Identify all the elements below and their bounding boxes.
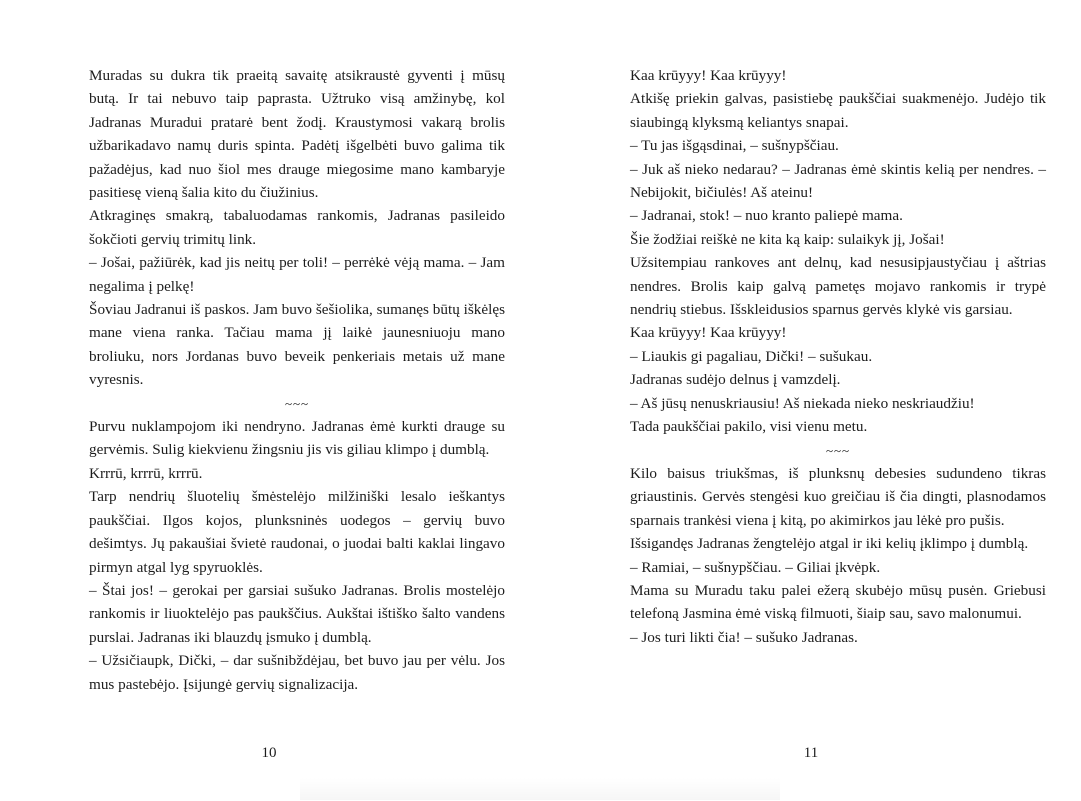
page-number: 11 bbox=[803, 745, 819, 761]
paragraph: Purvu nuklampojom iki nendryno. Jadranas ėmė kurkti drauge su gervėmis. Sulig kiekvienu žingsniu jis vis giliau klimpo į dumblą. bbox=[89, 418, 505, 459]
paragraph: – Jošai, pažiūrėk, kad jis neitų per toli! – perrėkė vėją mama. – Jam negalima į pelkę! bbox=[89, 254, 505, 295]
paragraph: Kaa krūyyy! Kaa krūyyy! bbox=[630, 67, 787, 84]
paragraph: – Aš jūsų nenuskriausiu! Aš niekada nieko neskriaudžiu! bbox=[630, 394, 975, 412]
paragraph: Atkraginęs smakrą, tabaluodamas rankomis, Jadranas pasileido šokčioti gervių trimitų link. bbox=[89, 207, 505, 248]
section-separator: ~~~ bbox=[284, 395, 310, 411]
paragraph: Atkišę priekin galvas, pasistiebę paukščiai suakmenėjo. Judėjo tik siaubingą klyksmą keliantys snapai. bbox=[630, 90, 1046, 131]
paragraph: – Liaukis gi pagaliau, Dički! – sušukau. bbox=[630, 347, 873, 365]
paragraph: – Jadranai, stok! – nuo kranto paliepė mama. bbox=[630, 207, 903, 225]
right-page bbox=[630, 64, 1046, 649]
left-page bbox=[89, 64, 505, 696]
paragraph: Išsigandęs Jadranas žengtelėjo atgal ir iki kelių įklimpo į dumblą. bbox=[630, 535, 1029, 553]
paragraph: Užsitempiau rankoves ant delnų, kad nesusipjaustyčiau į aštrias nendres. Brolis kaip galvą pametęs mojavo rankomis ir trypė nendrių stiebus. Išskleidusios sparnus gervės klykė vis garsiau. bbox=[630, 254, 1046, 319]
paragraph: Jadranas sudėjo delnus į vamzdelį. bbox=[630, 371, 841, 389]
paragraph: Tarp nendrių šluotelių šmėstelėjo milžiniški lesalo ieškantys paukščiai. Ilgos kojos, plunksninės uodegos – gervių buvo dešimtys. Jų pakaušiai švietė raudonai, o juodai balti kaklai lingavo pirmyn atgal lyg spyruoklės. bbox=[89, 488, 505, 576]
paragraph: Kaa krūyyy! Kaa krūyyy! bbox=[630, 324, 787, 342]
paragraph: Mama su Muradu taku palei ežerą skubėjo mūsų pusėn. Griebusi telefoną Jasmina ėmė viską filmuoti, šiaip sau, savo malonumui. bbox=[630, 581, 1046, 623]
paragraph: – Ramiai, – sušnypščiau. – Giliai įkvėpk. bbox=[630, 558, 881, 576]
paragraph: Šoviau Jadranui iš paskos. Jam buvo šešiolika, sumanęs būtų iškėlęs mane viena ranka. Tačiau mama jį laikė jaunesniuoju mano broliuku, nors Jordanas buvo beveik penkeriais metais už mane vyresnis. bbox=[89, 301, 505, 389]
paragraph: Kilo baisus triukšmas, iš plunksnų debesies sudundeno tikras griaustinis. Gervės stengėsi kuo greičiau iš čia dingti, plasnodamos sparnais trankėsi viena į kitą, po akimirkos jau lėkė pro pušis. bbox=[630, 464, 1046, 529]
paragraph: – Štai jos! – gerokai per garsiai sušuko Jadranas. Brolis mostelėjo rankomis ir liuoktelėjo pas paukščius. Aukštai ištiško šalto vandens purslai. Jadranas iki blauzdų įsmuko į dumblą. bbox=[89, 581, 505, 646]
paragraph: – Užsičiaupk, Dički, – dar sušnibždėjau, bet buvo jau per vėlu. Jos mus pastebėjo. Įsijungė gervių signalizacija. bbox=[89, 652, 505, 693]
paragraph: – Juk aš nieko nedarau? – Jadranas ėmė skintis kelią per nendres. – Nebijokit, bičiulės! Aš ateinu! bbox=[630, 160, 1046, 202]
page-shadow bbox=[300, 778, 780, 800]
paragraph: Krrrū, krrrū, krrrū. bbox=[89, 464, 203, 482]
section-separator: ~~~ bbox=[825, 442, 851, 458]
page-number: 10 bbox=[261, 745, 277, 761]
paragraph: Muradas su dukra tik praeitą savaitę atsikraustė gyventi į mūsų butą. Ir tai nebuvo taip paprasta. Užtruko visą amžinybę, kol Jadranas Muradui pratarė bent žodį. Kraustymosi vakarą brolis užbarikadavo namų duris spinta. Padėtį išgelbėti buvo galima tik pažadėjus, kad nuo šiol mes drauge miegosime mano kambaryje pasitiesę vieną šalia kito du čiužinius. bbox=[89, 67, 505, 202]
paragraph: – Jos turi likti čia! – sušuko Jadranas. bbox=[630, 628, 858, 646]
paragraph: Tada paukščiai pakilo, visi vienu metu. bbox=[630, 418, 868, 436]
paragraph: – Tu jas išgąsdinai, – sušnypščiau. bbox=[630, 137, 839, 155]
paragraph: Šie žodžiai reiškė ne kita ką kaip: sulaikyk jį, Jošai! bbox=[630, 230, 945, 248]
